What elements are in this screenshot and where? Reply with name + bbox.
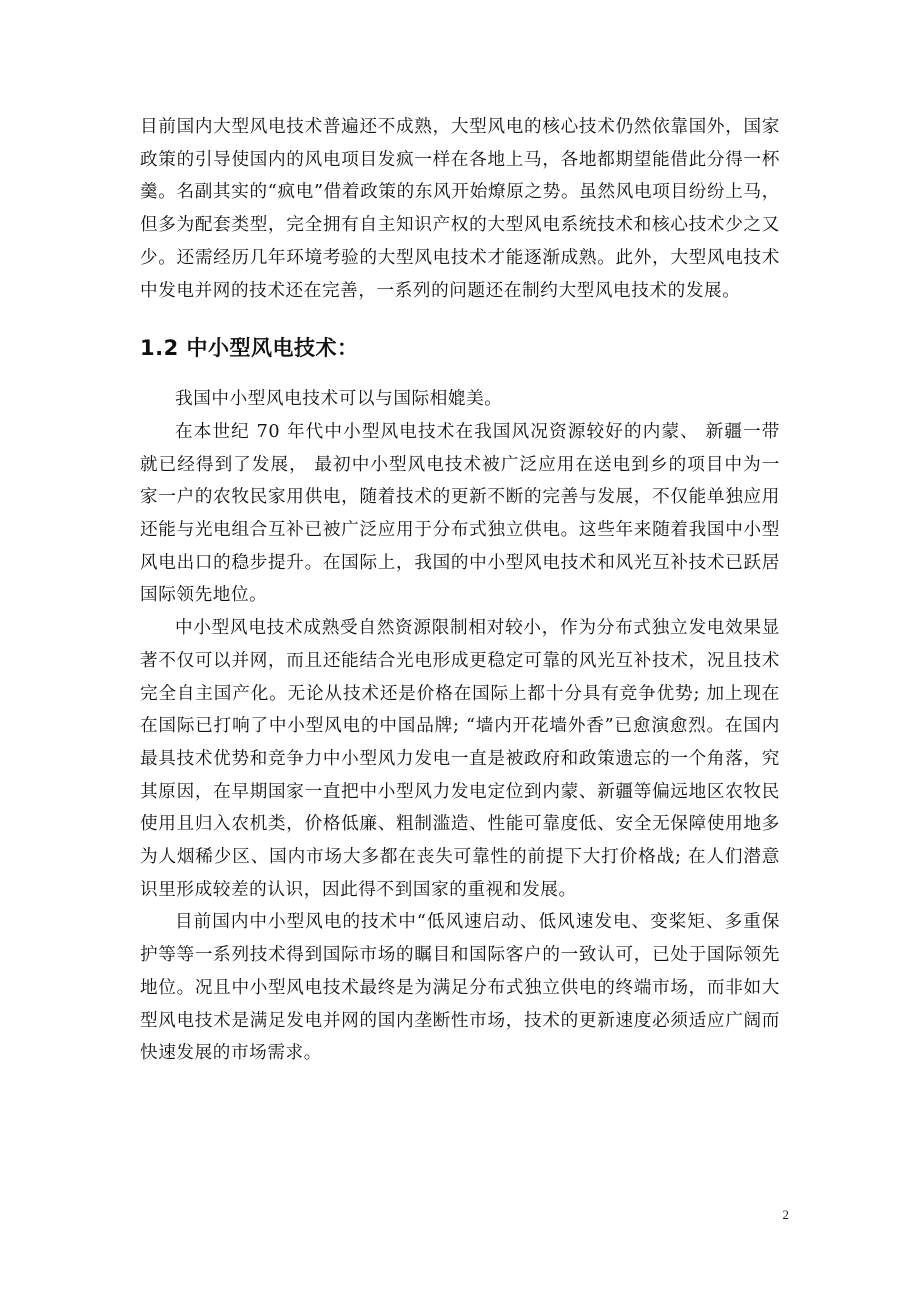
page-number: 2	[782, 1207, 789, 1222]
paragraph-small-wind-history: 在本世纪 70 年代中小型风电技术在我国风况资源较好的内蒙、 新疆一带就已经得到了发展， 最初中小型风电技术被广泛应用在送电到乡的项目中为一家一户的农牧民家用供电，随着技术的更新不断的完善与发展，不仅能单独应用还能与光电组合互补已被广泛应用于分布式独立供电。这些年来随着我国中小型风电出口的稳步提升。在国际上，我国的中小型风电技术和风光互补技术已跃居国际领先地位。	[140, 421, 780, 606]
paragraph-intro-large-wind: 目前国内大型风电技术普遍还不成熟，大型风电的核心技术仍然依靠国外，国家政策的引导使国内的风电项目发疯一样在各地上马，各地都期望能借此分得一杯羹。名副其实的“疯电”借着政策的东风开始燎原之势。虽然风电项目纷纷上马，但多为配套类型，完全拥有自主知识产权的大型风电系统技术和核心技术少之又少。还需经历几年环境考验的大型风电技术才能逐渐成熟。此外，大型风电技术中发电并网的技术还在完善，一系列的问题还在制约大型风电技术的发展。	[140, 117, 780, 301]
page-body	[140, 111, 780, 1070]
paragraph-small-wind-advantages: 中小型风电技术成熟受自然资源限制相对较小，作为分布式独立发电效果显著不仅可以并网，而且还能结合光电形成更稳定可靠的风光互补技术，况且技术完全自主国产化。无论从技术还是价格在国际上都十分具有竞争优势; 加上现在在国际已打响了中小型风电的中国品牌; “墙内开花墙外香”已愈演愈烈。在国内最具技术优势和竞争力中小型风力发电一直是被政府和政策遗忘的一个角落，究其原因，在早期国家一直把中小型风力发电定位到内蒙、新疆等偏远地区农牧民使用且归入农机类，价格低廉、粗制滥造、性能可靠度低、安全无保障使用地多为人烟稀少区、国内市场大多都在丧失可靠性的前提下大打价格战; 在人们潜意识里形成较差的认识，因此得不到国家的重视和发展。	[140, 618, 780, 900]
paragraph-small-wind-technology: 目前国内中小型风电的技术中“低风速启动、低风速发电、变桨矩、多重保护等等一系列技术得到国际市场的瞩目和国际客户的一致认可，已处于国际领先地位。况且中小型风电技术最终是为满足分布式独立供电的终端市场，而非如大型风电技术是满足发电并网的国内垄断性市场，技术的更新速度必须适应广阔而快速发展的市场需求。	[140, 912, 780, 1064]
section-heading: 1.2 中小型风电技术：	[140, 336, 359, 361]
paragraph-small-wind-summary: 我国中小型风电技术可以与国际相媲美。	[175, 389, 503, 410]
